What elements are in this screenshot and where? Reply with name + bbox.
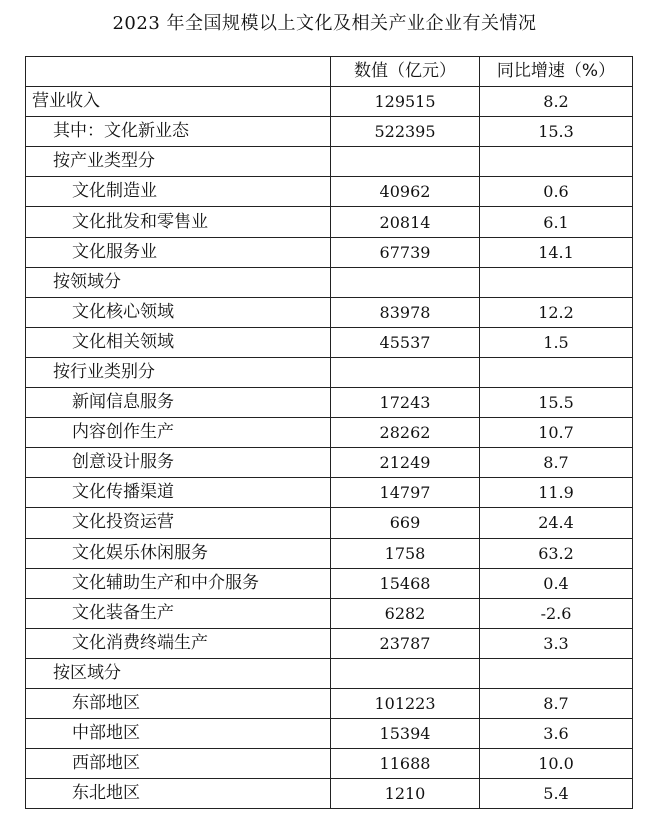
table-row: [26, 207, 633, 237]
row-label-cell: 中部地区: [26, 719, 331, 749]
header-value-cell: 数值（亿元）: [331, 57, 480, 87]
row-growth-cell: 1.5: [480, 327, 633, 357]
row-value-cell: 28262: [331, 418, 480, 448]
table-row: [26, 418, 633, 448]
row-growth-cell: 0.4: [480, 568, 633, 598]
row-value-cell: 67739: [331, 237, 480, 267]
header-growth-cell: 同比增速（%）: [480, 57, 633, 87]
row-value-cell: 45537: [331, 327, 480, 357]
table-header-row: [26, 57, 633, 87]
row-label-cell: 文化服务业: [26, 237, 331, 267]
table-row: [26, 719, 633, 749]
row-growth-cell: [480, 357, 633, 387]
row-value-cell: 1210: [331, 779, 480, 809]
row-label-cell: 文化核心领域: [26, 297, 331, 327]
table-row: [26, 568, 633, 598]
row-label-cell: 西部地区: [26, 749, 331, 779]
data-table: [25, 56, 633, 809]
table-row: [26, 357, 633, 387]
table-row: [26, 297, 633, 327]
table-body: [26, 87, 633, 809]
row-value-cell: 11688: [331, 749, 480, 779]
table-row: [26, 267, 633, 297]
row-value-cell: 669: [331, 508, 480, 538]
row-label-cell: 其中：文化新业态: [26, 117, 331, 147]
row-label-cell: 营业收入: [26, 87, 331, 117]
row-label-cell: 按行业类别分: [26, 357, 331, 387]
row-label-cell: 文化娱乐休闲服务: [26, 538, 331, 568]
row-value-cell: 17243: [331, 388, 480, 418]
row-growth-cell: 15.5: [480, 388, 633, 418]
row-label-cell: 文化投资运营: [26, 508, 331, 538]
table-row: [26, 658, 633, 688]
row-value-cell: 6282: [331, 598, 480, 628]
row-label-cell: 文化批发和零售业: [26, 207, 331, 237]
table-row: [26, 749, 633, 779]
row-label-cell: 按区域分: [26, 658, 331, 688]
table-row: [26, 478, 633, 508]
row-growth-cell: 0.6: [480, 177, 633, 207]
row-label-cell: 按产业类型分: [26, 147, 331, 177]
row-value-cell: 101223: [331, 688, 480, 718]
row-growth-cell: 8.7: [480, 448, 633, 478]
row-growth-cell: 24.4: [480, 508, 633, 538]
row-value-cell: 15394: [331, 719, 480, 749]
row-value-cell: [331, 267, 480, 297]
table-row: [26, 598, 633, 628]
row-label-cell: 东部地区: [26, 688, 331, 718]
row-label-cell: 文化制造业: [26, 177, 331, 207]
row-growth-cell: 8.2: [480, 87, 633, 117]
row-label-cell: 创意设计服务: [26, 448, 331, 478]
header-label-cell: [26, 57, 331, 87]
row-label-cell: 文化装备生产: [26, 598, 331, 628]
row-value-cell: 40962: [331, 177, 480, 207]
table-row: [26, 688, 633, 718]
row-growth-cell: 5.4: [480, 779, 633, 809]
row-value-cell: 129515: [331, 87, 480, 117]
row-growth-cell: 11.9: [480, 478, 633, 508]
row-label-cell: 新闻信息服务: [26, 388, 331, 418]
row-value-cell: 83978: [331, 297, 480, 327]
row-value-cell: 14797: [331, 478, 480, 508]
page-title: 2023 年全国规模以上文化及相关产业企业有关情况: [112, 13, 537, 34]
row-label-cell: 文化传播渠道: [26, 478, 331, 508]
row-growth-cell: [480, 147, 633, 177]
row-growth-cell: 12.2: [480, 297, 633, 327]
row-label-cell: 文化相关领域: [26, 327, 331, 357]
row-growth-cell: 3.3: [480, 628, 633, 658]
row-label-cell: 按领域分: [26, 267, 331, 297]
row-growth-cell: 15.3: [480, 117, 633, 147]
row-growth-cell: 3.6: [480, 719, 633, 749]
table-row: [26, 538, 633, 568]
row-label-cell: 东北地区: [26, 779, 331, 809]
table-row: [26, 87, 633, 117]
table-row: [26, 628, 633, 658]
row-value-cell: 23787: [331, 628, 480, 658]
row-growth-cell: [480, 658, 633, 688]
table-row: [26, 448, 633, 478]
table-row: [26, 117, 633, 147]
row-growth-cell: -2.6: [480, 598, 633, 628]
table-row: [26, 779, 633, 809]
row-label-cell: 文化辅助生产和中介服务: [26, 568, 331, 598]
row-value-cell: 15468: [331, 568, 480, 598]
row-growth-cell: 10.0: [480, 749, 633, 779]
table-row: [26, 388, 633, 418]
row-growth-cell: 10.7: [480, 418, 633, 448]
row-growth-cell: 8.7: [480, 688, 633, 718]
row-label-cell: 内容创作生产: [26, 418, 331, 448]
row-value-cell: 21249: [331, 448, 480, 478]
row-value-cell: [331, 658, 480, 688]
table-row: [26, 147, 633, 177]
row-growth-cell: [480, 267, 633, 297]
table-row: [26, 177, 633, 207]
table-row: [26, 237, 633, 267]
row-value-cell: [331, 357, 480, 387]
row-growth-cell: 14.1: [480, 237, 633, 267]
row-label-cell: 文化消费终端生产: [26, 628, 331, 658]
row-value-cell: 522395: [331, 117, 480, 147]
table-row: [26, 508, 633, 538]
row-growth-cell: 6.1: [480, 207, 633, 237]
table-row: [26, 327, 633, 357]
row-value-cell: 20814: [331, 207, 480, 237]
row-value-cell: [331, 147, 480, 177]
row-growth-cell: 63.2: [480, 538, 633, 568]
row-value-cell: 1758: [331, 538, 480, 568]
